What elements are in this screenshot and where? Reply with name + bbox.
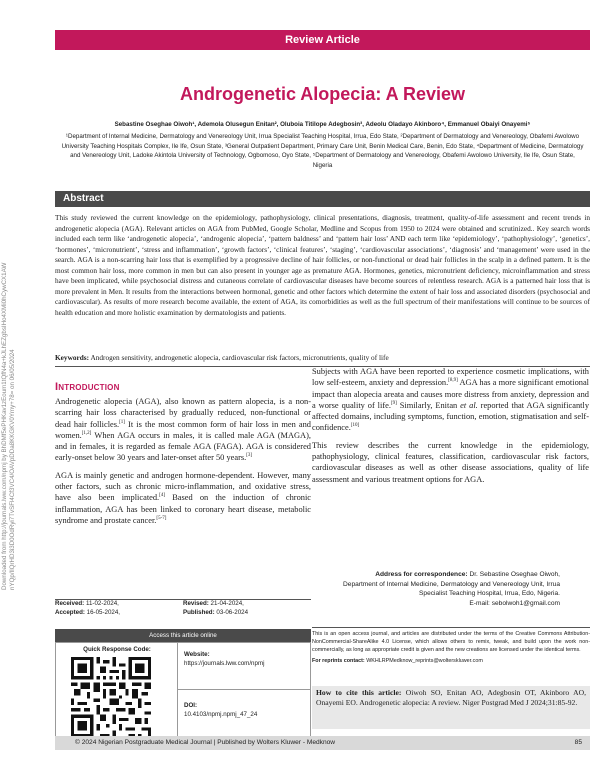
doi-label: DOI:	[184, 702, 198, 709]
website-link[interactable]: https://journals.lww.com/npmj	[184, 660, 265, 667]
correspondence-block	[330, 570, 560, 608]
keywords	[55, 353, 590, 362]
open-access-notice	[312, 630, 590, 665]
correspondence-label: Address for correspondence:	[375, 571, 468, 578]
intro-paragraph-4: This review describes the current knowledge in the epidemiology, pathophysiology, clinical features, classification, cardiovascular risk factors, cardiovascular diseases as well as other disease associations, quality of life assessment and various treatment options for AGA.	[312, 440, 589, 484]
page-number: 85	[574, 739, 582, 746]
access-online-box	[55, 642, 311, 742]
license-text: This is an open access journal, and articles are distributed under the terms of the Creative Commons Attribution-NonCommercial-ShareAlike 4.0 License, which allows others to remix, tweak, and build upon the work non-commercially, as long as appropriate credit is given and the new creations are licensed under the identical terms.	[312, 631, 590, 653]
qr-code-icon[interactable]	[71, 657, 151, 737]
footer-copyright: © 2024 Nigerian Postgraduate Medical Journal | Published by Wolters Kluwer - Medknow	[75, 739, 336, 746]
affiliations: ¹Department of Internal Medicine, Dermatology and Venereology Unit, Irrua Specialist Teaching Hospital, Irrua, Edo State, ²Department of Dermatology and Venereology, Obafemi Awolowo University Teaching Hospitals Complex, Ile Ife, Osun State, ³General Outpatient Department, Primary Care Unit, Benin Medical Care, Benin, Edo State, ⁴Department of Medicine, Dermatology and Venereology Unit, Ladoke Akintola University of Technology, Ogbomoso, Oyo State, ⁵Department of Dermatology and Venereology, Obafemi Awolowo University, Ile Ife, Osun State, Nigeria	[61, 133, 584, 169]
revised-date: 21-04-2024,	[210, 600, 244, 607]
access-online-heading: Access this article online	[55, 629, 311, 642]
access-row-divider	[178, 689, 311, 690]
citation-text: Oiwoh SO, Enitan AO, Adegbosin OT, Akinboro AO, Onayemi EO. Androgenetic alopecia: A review. Niger Postgrad Med J 2024;31:85-92.	[316, 688, 586, 707]
access-box-divider	[177, 643, 178, 741]
download-notice	[1, 120, 27, 590]
correspondence-name: Dr. Sebastine Oseghae Oiwoh,	[469, 571, 560, 578]
received-date: 11-02-2024,	[85, 600, 119, 607]
published-date: 03-06-2024	[216, 608, 249, 616]
intro-paragraph-1: Androgenetic alopecia (AGA), also known as pattern alopecia, is a non-scarring hair loss characterised by gradually reduced, non-functional or dead hair follicles.[1] It is the most common form of hair loss in men and women.[1,2] When AGA occurs in males, it is called male AGA (MAGA), and in females, it is regarded as female AGA (FAGA). AGA is considered early-onset below 30 years and later-onset after 50 years.[3]	[55, 397, 311, 463]
introduction-heading: Introduction	[55, 381, 120, 393]
abstract-heading: Abstract	[55, 191, 590, 207]
correspondence-email[interactable]: E-mail: sebolwoh1@gmail.com	[469, 599, 560, 607]
reprints-email[interactable]: WKHLRPMedknow_reprints@wolterskluwer.com	[366, 658, 483, 664]
abstract-text: This study reviewed the current knowledge on the epidemiology, pathophysiology, clinical presentations, diagnosis, treatment, quality-of-life assessment and recent trends in androgenetic alopecia (AGA). Relevant articles on AGA from PubMed, Google Scholar, Medline and Scopus from 1950 to 2024 were obtained and scrutinized.. Key search words included each term like ‘androgenetic alopecia’, ‘androgenic alopecia’, ‘pattern baldness’ and ‘pattern hair loss’ AND each term like ‘epidemiology’, ‘pathophysiology’, ‘genetics’, ‘hormones’, ‘micronutrient’, ‘stress and inflammation’, ‘growth factors’, ‘clinical features’, ‘staging’, ‘cardiovascular associations’, ‘diagnosis’ and ‘management’ were used in the search. AGA is a non-scarring hair loss that is exemplified by a progressive decline of hair follicles, or non-functional or dead hair follicles in the scalp in a defined pattern. It is the most common hair loss, more common in men but can also present in younger age as premature AGA. Hormones, genetics, micronutrient deficiency, microinflammation and stress have been implicated, while psychosocial distress and cutaneous correlate of cardiovascular diseases have become sources of relentless research. AGA is a patterned hair loss that is more prevalent in Men. It results from the interactions between hormonal, genetic and other factors which determine the extent of hair loss and associated disorders (psychosocial and cardiovascular). As results of more research become available, the extent of AGA, its comorbidities as well as the full spectrum of their manifestations will continue to be sources of health education and more holistic examination by dermatologists and patients.	[55, 213, 590, 317]
correspondence-address: Department of Internal Medicine, Dermatology and Venereology Unit, Irrua Specialist Teaching Hospital, Irrua, Edo, Nigeria.	[343, 580, 560, 598]
citation-box	[312, 686, 590, 729]
article-dates	[55, 600, 311, 618]
article-type-banner	[55, 30, 590, 50]
introduction-right-column	[312, 366, 589, 491]
article-type-label: Review Article	[285, 34, 360, 46]
revised-label: Revised:	[183, 600, 209, 607]
oa-top-rule	[312, 627, 590, 628]
qr-code-label: Quick Response Code:	[83, 646, 151, 653]
received-label: Received:	[55, 600, 85, 607]
intro-paragraph-3: Subjects with AGA have been reported to experience cosmetic implications, with low self-esteem, anxiety and depression.[8,9] AGA has a more significant emotional impact than alopecia areata and causes more distress from anxiety, depression and a worse quality of life.[9] Similarly, Enitan et al. reported that AGA significantly affected domains, including symptoms, function, emotion, stigmatisation and self-confidence.[10]	[312, 367, 590, 433]
page-footer	[55, 736, 590, 750]
download-notice-line-2: nYQp/IlQrHD3i3D0OdRyi7TvSFl4Cf3VC4/OAVpDDa8KKGKV0Ymy+78= on 06/05/2024	[9, 349, 16, 590]
author-list: Sebastine Oseghae Oiwoh¹, Ademola Olusegun Enitan², Oluboia Titilope Adegbosin³, Adeolu Oladayo Akinboro⁴, Emmanuel Obaiyi Onayemi⁵	[114, 121, 531, 128]
published-label: Published:	[183, 608, 215, 616]
introduction-left-column	[55, 396, 311, 532]
article-title: Androgenetic Alopecia: A Review	[179, 84, 466, 104]
download-notice-line-1: Downloaded from http://journals.lww.com/npmj by BhDMf5ePHKav1zEoum1tQfN4a+kJLhEZgbsIHo4XMi0hCywCX1AW	[1, 262, 8, 590]
citation-label: How to cite this article:	[316, 688, 402, 697]
intro-paragraph-2: AGA is mainly genetic and androgen hormone-dependent. However, many other factors, such as chronic micro-inflammation, and oxidative stress, have also been implicated.[4] Based on the induction of chronic inflammation, AGA has been linked to coronary heart disease, metabolic syndrome and prostate cancer.[5-7]	[55, 470, 311, 525]
accepted-label: Accepted:	[55, 608, 85, 616]
accepted-date: 16-05-2024,	[86, 608, 121, 616]
keywords-label: Keywords:	[55, 353, 90, 362]
doi-link[interactable]: 10.4103/npmj.npmj_47_24	[184, 711, 258, 718]
website-label: Website:	[184, 651, 210, 658]
reprints-label: For reprints contact:	[312, 658, 365, 664]
keywords-text: Androgen sensitivity, androgenetic alopecia, cardiovascular risk factors, micronutrients, quality of life	[90, 353, 389, 362]
